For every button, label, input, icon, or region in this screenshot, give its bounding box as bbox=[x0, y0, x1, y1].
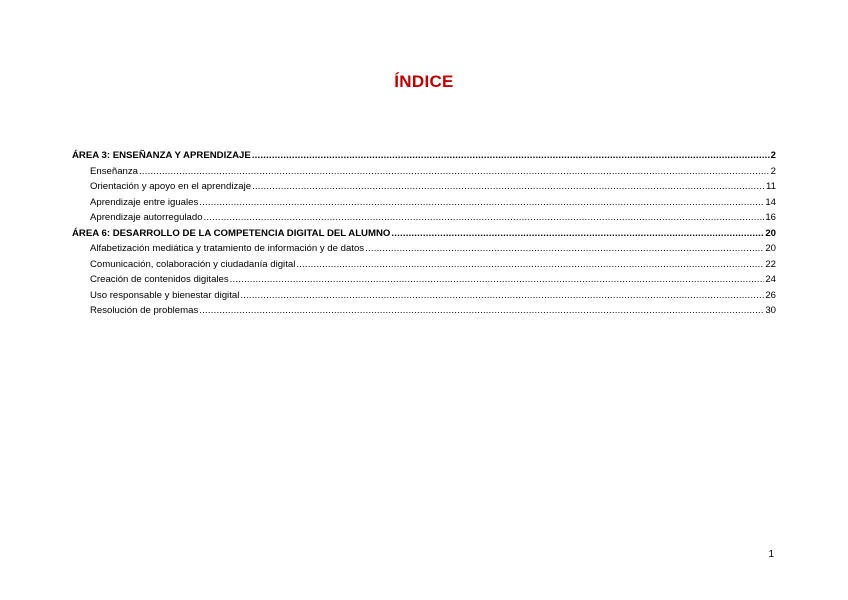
toc-dot-leader bbox=[199, 195, 764, 211]
toc-subsection-entry[interactable] bbox=[72, 179, 776, 195]
toc-entry-label: Comunicación, colaboración y ciudadanía digital bbox=[90, 258, 296, 270]
toc-dot-leader bbox=[365, 241, 764, 257]
table-of-contents bbox=[72, 148, 776, 319]
index-title: ÍNDICE bbox=[394, 72, 454, 91]
toc-entry-label: Alfabetización mediática y tratamiento de información y de datos bbox=[90, 243, 365, 254]
toc-subsection-entry[interactable] bbox=[72, 195, 776, 211]
toc-dot-leader bbox=[252, 179, 765, 195]
toc-entry-page: 14 bbox=[765, 196, 776, 208]
toc-entry-page: 24 bbox=[765, 274, 776, 285]
page-number: 1 bbox=[768, 549, 774, 560]
toc-entry-page: 2 bbox=[770, 150, 776, 161]
toc-dot-leader bbox=[139, 164, 770, 180]
toc-entry-label: Resolución de problemas bbox=[90, 305, 199, 316]
toc-entry-label: Aprendizaje entre iguales bbox=[90, 196, 199, 208]
toc-subsection-entry[interactable] bbox=[72, 303, 776, 319]
toc-entry-page: 20 bbox=[765, 227, 776, 239]
toc-dot-leader bbox=[204, 210, 765, 226]
toc-entry-page: 30 bbox=[765, 305, 776, 316]
toc-section-entry[interactable] bbox=[72, 148, 776, 164]
toc-entry-page: 20 bbox=[765, 243, 776, 254]
toc-subsection-entry[interactable] bbox=[72, 241, 776, 257]
toc-dot-leader bbox=[230, 272, 765, 288]
toc-subsection-entry[interactable] bbox=[72, 164, 776, 180]
toc-subsection-entry[interactable] bbox=[72, 288, 776, 304]
toc-dot-leader bbox=[296, 257, 764, 273]
toc-section-entry[interactable] bbox=[72, 226, 776, 242]
toc-entry-label: Orientación y apoyo en el aprendizaje bbox=[90, 181, 252, 192]
toc-entry-label: Aprendizaje autorregulado bbox=[90, 212, 203, 223]
toc-dot-leader bbox=[240, 288, 764, 304]
toc-subsection-entry[interactable] bbox=[72, 257, 776, 273]
toc-entry-label: Creación de contenidos digitales bbox=[90, 274, 229, 285]
toc-entry-label: Uso responsable y bienestar digital bbox=[90, 289, 240, 301]
toc-subsection-entry[interactable] bbox=[72, 210, 776, 226]
toc-entry-label: ÁREA 3: ENSEÑANZA Y APRENDIZAJE bbox=[72, 150, 251, 161]
toc-dot-leader bbox=[391, 226, 764, 242]
toc-entry-label: Enseñanza bbox=[90, 165, 139, 177]
toc-entry-page: 2 bbox=[770, 165, 776, 177]
toc-entry-page: 26 bbox=[765, 289, 776, 301]
toc-entry-page: 22 bbox=[765, 258, 776, 270]
toc-dot-leader bbox=[252, 148, 770, 164]
toc-entry-label: ÁREA 6: DESARROLLO DE LA COMPETENCIA DIGITAL DEL ALUMNO bbox=[72, 227, 391, 239]
toc-subsection-entry[interactable] bbox=[72, 272, 776, 288]
toc-dot-leader bbox=[199, 303, 764, 319]
toc-entry-page: 16 bbox=[765, 212, 776, 223]
toc-entry-page: 11 bbox=[766, 181, 776, 192]
